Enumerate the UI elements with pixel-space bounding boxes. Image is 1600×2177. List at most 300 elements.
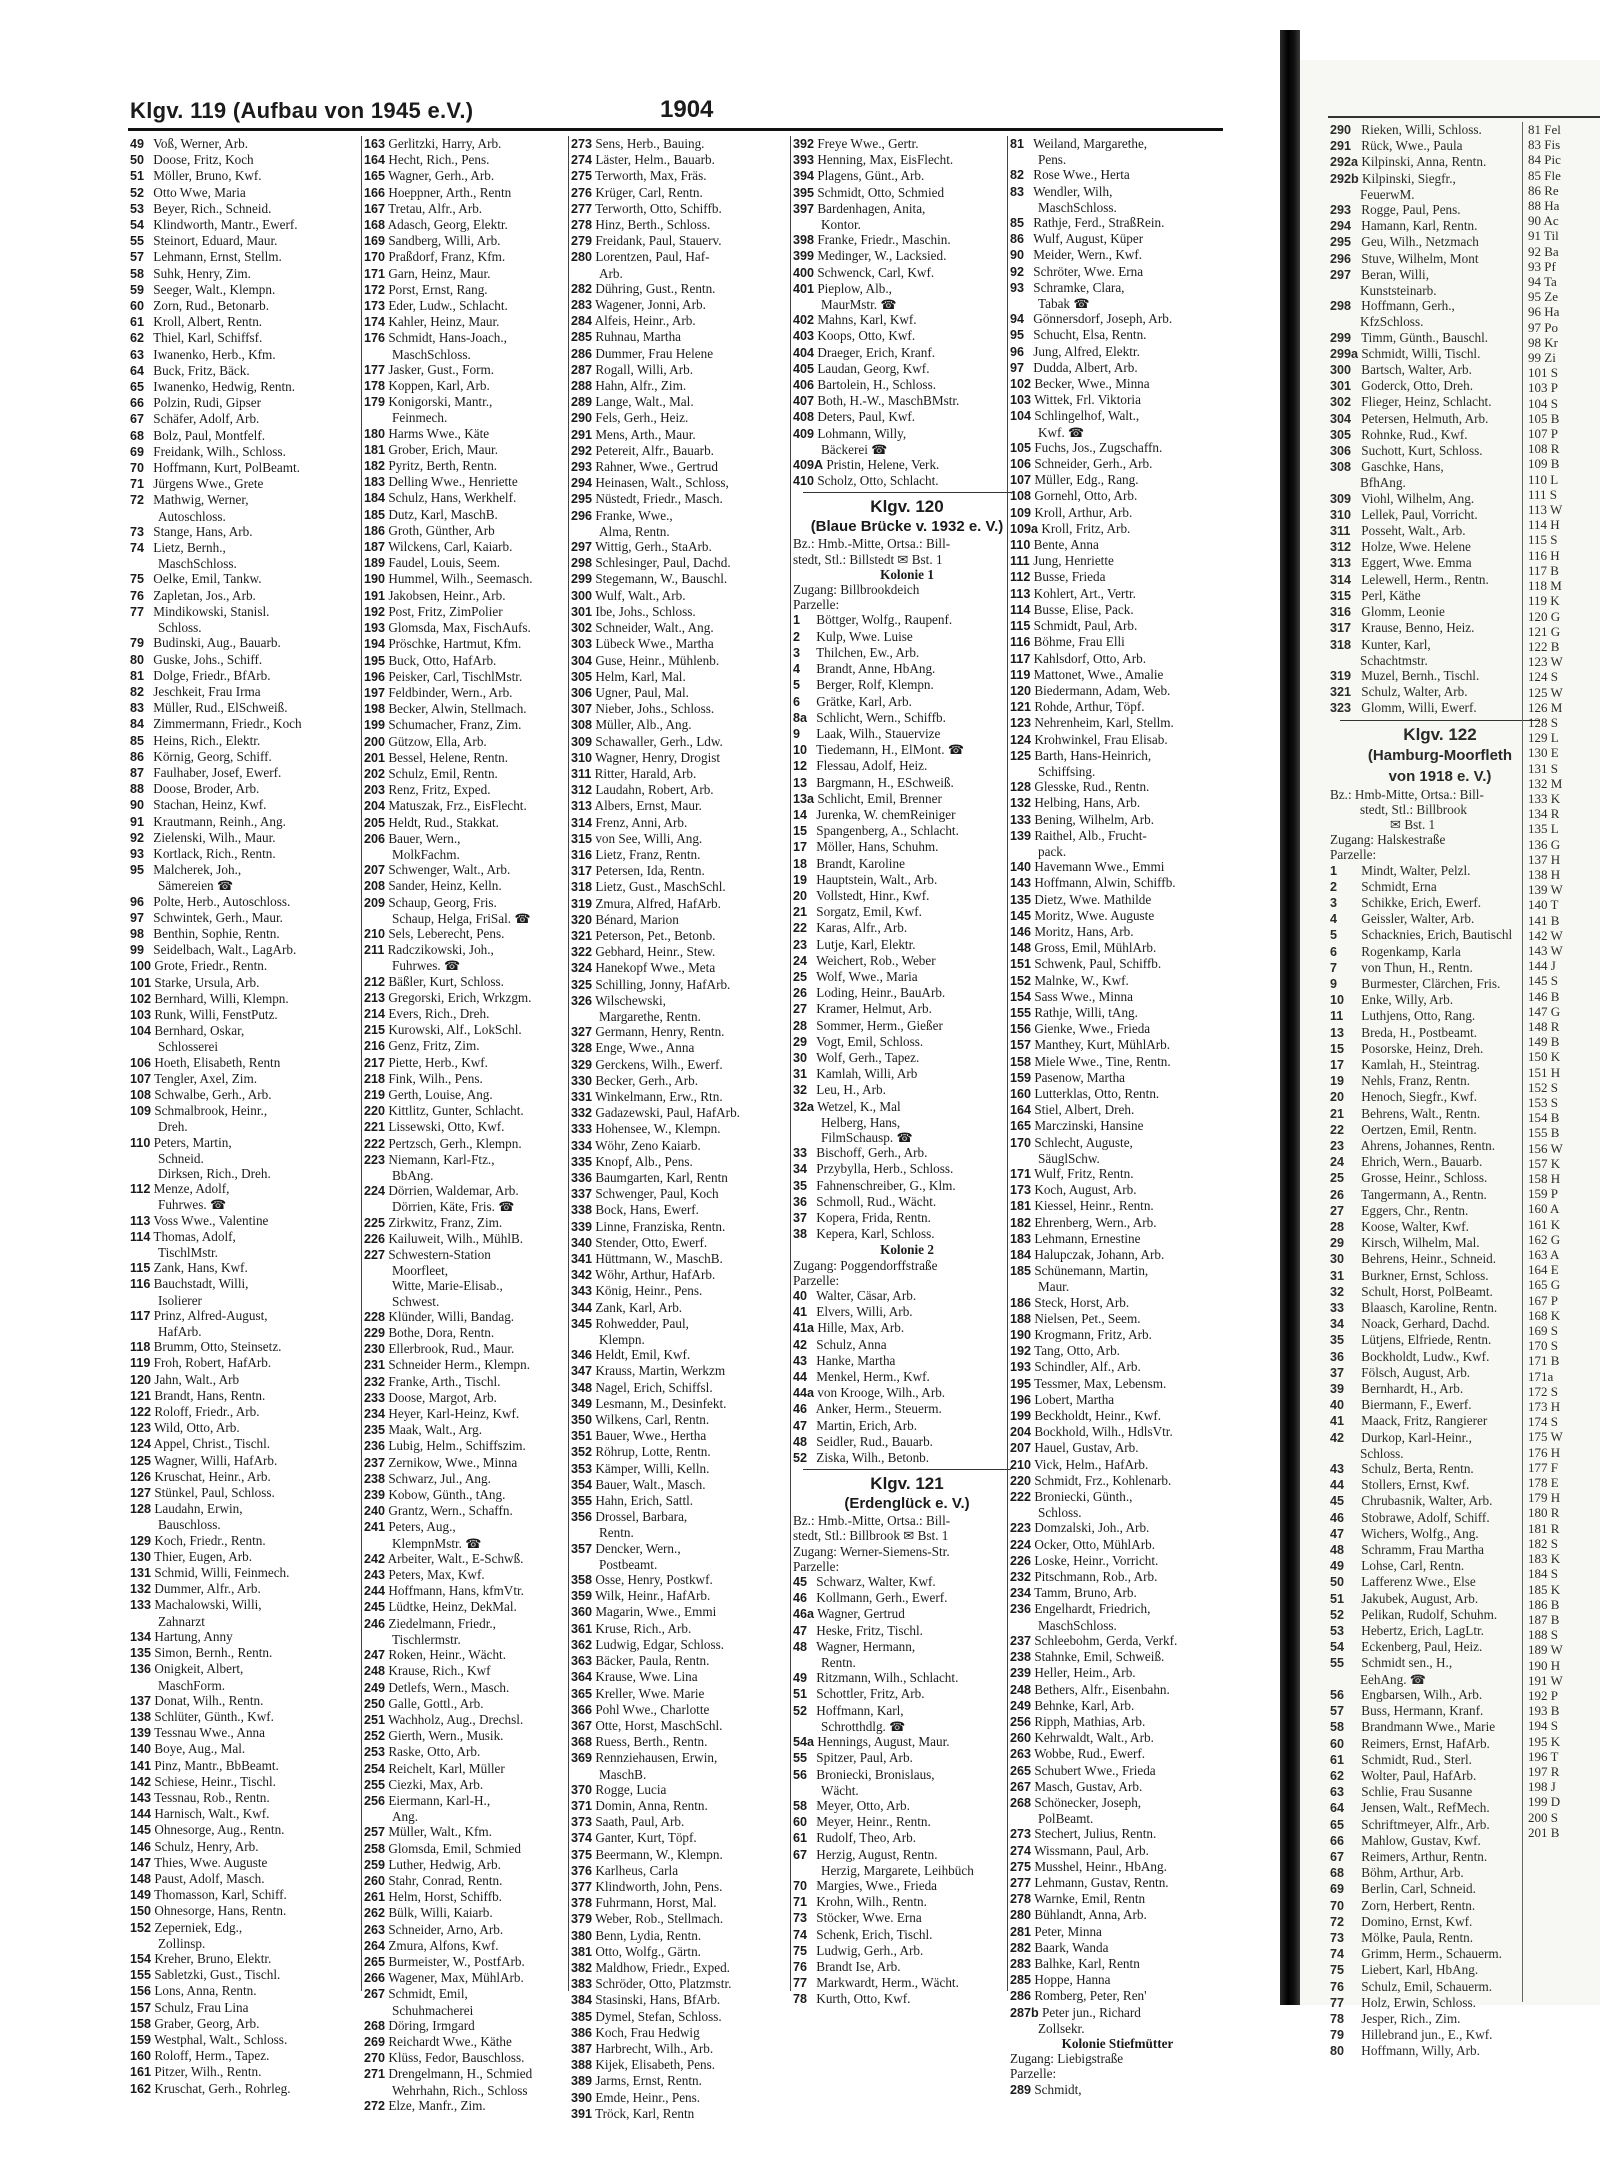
cut-off-entry: 147 G <box>1528 1003 1561 1019</box>
entry-text: Krogmann, Fritz, Arb. <box>1034 1327 1152 1343</box>
parcel-number: 312 <box>1330 540 1352 555</box>
parcel-number: 59 <box>130 282 145 297</box>
entry-text: Posseht, Walt., Arb. <box>1361 523 1466 539</box>
parcel-number: 194 <box>364 637 386 652</box>
list-entry <box>130 846 358 862</box>
cut-off-entry: 180 R <box>1528 1505 1560 1521</box>
entry-text: Posorske, Heinz, Dreh. <box>1361 1040 1484 1056</box>
entry-text: Renz, Fritz, Exped. <box>388 782 491 798</box>
entry-text: Schmidt, Rud., Sterl. <box>1361 1751 1472 1767</box>
list-entry <box>130 1007 358 1023</box>
parcel-number: 57 <box>1330 1704 1345 1719</box>
parcel-number: 34 <box>1330 1317 1345 1332</box>
parcel-number: 55 <box>1330 1656 1345 1671</box>
list-entry <box>364 1455 592 1471</box>
cut-off-entry: 104 S <box>1528 395 1558 411</box>
parcel-number: 327 <box>571 1025 593 1040</box>
parcel-number: 326 <box>571 993 593 1008</box>
list-entry <box>364 1616 592 1632</box>
parcel-number: 97 <box>1010 360 1025 375</box>
parcel-number: 50 <box>1330 1575 1345 1590</box>
parcel-number: 238 <box>364 1471 386 1486</box>
cut-off-entry: 141 B <box>1528 912 1560 928</box>
parcel-number: 138 <box>130 1709 152 1724</box>
entry-text: Broniecki, Günth., <box>1034 1489 1133 1505</box>
list-entry <box>1010 1537 1225 1553</box>
parcel-number: 40 <box>793 1289 808 1304</box>
list-entry <box>364 1152 592 1168</box>
entry-text: Hoffmann, Hans, kfmVtr. <box>388 1583 524 1599</box>
list-entry <box>571 1138 799 1154</box>
list-entry <box>571 1750 799 1766</box>
entry-text: BbAng. <box>392 1168 434 1183</box>
entry-text: Peters, Aug., <box>388 1519 456 1535</box>
list-entry <box>571 960 799 976</box>
parcel-number: 268 <box>1010 1795 1032 1810</box>
entry-text: Muzel, Bernh., Tischl. <box>1361 667 1480 683</box>
parcel-number: 39 <box>1330 1382 1345 1397</box>
cut-off-entry: 175 W <box>1528 1429 1563 1445</box>
parcel-number: 305 <box>1330 427 1352 442</box>
list-entry <box>130 588 358 604</box>
list-entry <box>1010 1279 1225 1294</box>
entry-text: Knopf, Alb., Pens. <box>595 1153 693 1169</box>
parcel-number: 246 <box>364 1616 386 1631</box>
list-entry <box>1010 360 1225 376</box>
entry-text: Walter, Cäsar, Arb. <box>816 1288 917 1304</box>
parcel-number: 256 <box>364 1793 386 1808</box>
parcel-number: 356 <box>571 1510 593 1525</box>
list-entry <box>793 1018 1021 1034</box>
parcel-number: 83 <box>130 701 145 716</box>
column-3 <box>571 136 799 2122</box>
parcel-number: 55 <box>793 1751 808 1766</box>
cut-off-entry: 119 K <box>1528 593 1560 609</box>
entry-text: Galle, Gottl., Arb. <box>388 1695 484 1711</box>
entry-text: Hanekopf Wwe., Meta <box>595 960 716 976</box>
list-entry <box>793 426 1021 442</box>
parcel-number: 202 <box>364 766 386 781</box>
entry-text: Schmidt, Hans-Joach., <box>388 330 507 346</box>
entry-text: Helberg, Hans, <box>821 1114 901 1130</box>
cut-off-entry: 196 T <box>1528 1748 1559 1764</box>
list-entry <box>364 1793 592 1809</box>
parcel-number: 398 <box>793 233 815 248</box>
parcel-number: 406 <box>793 378 815 393</box>
parcel-number: 96 <box>130 894 145 909</box>
entry-text: Grote, Friedr., Rentn. <box>154 958 268 974</box>
list-entry <box>1010 634 1225 650</box>
list-entry <box>364 701 592 717</box>
list-entry <box>364 895 592 911</box>
list-entry <box>571 410 799 426</box>
list-entry <box>1330 283 1550 298</box>
cut-off-entry: 163 A <box>1528 1247 1560 1263</box>
list-entry <box>571 1509 799 1525</box>
parcel-number: 277 <box>571 201 593 216</box>
parcel-number: 35 <box>793 1178 808 1193</box>
entry-text: Sass Wwe., Minna <box>1034 988 1133 1004</box>
entry-text: Kreher, Bruno, Elektr. <box>154 1950 272 1966</box>
list-entry <box>793 1894 1021 1910</box>
entry-text: Krauss, Martin, Werkzm <box>595 1363 726 1379</box>
list-entry <box>1330 171 1550 187</box>
parcel-number: 385 <box>571 2009 593 2024</box>
entry-text: MaschForm. <box>158 1677 226 1693</box>
parzelle-label: Parzelle: <box>793 1272 840 1288</box>
parcel-number: 339 <box>571 1219 593 1234</box>
entry-text: Kahler, Heinz, Maur. <box>388 314 500 330</box>
entry-text: Busse, Elise, Pack. <box>1033 601 1134 617</box>
entry-text: Rathje, Willi, tAng. <box>1034 1004 1138 1020</box>
list-entry <box>130 1597 358 1613</box>
list-entry <box>1330 960 1550 976</box>
parcel-number: 375 <box>571 1847 593 1862</box>
entry-text: Fuhrwes. ☎ <box>392 958 461 974</box>
entry-text: Harms Wwe., Käte <box>388 425 490 441</box>
entry-text: Westphal, Walt., Schloss. <box>154 2031 288 2047</box>
entry-text: Hahn, Erich, Sattl. <box>595 1493 694 1509</box>
list-entry <box>1010 1763 1225 1779</box>
parcel-number: 73 <box>1330 1930 1345 1945</box>
entry-text: Nagel, Erich, Schiffsl. <box>595 1379 713 1395</box>
list-entry <box>1330 362 1550 378</box>
entry-text: Burkner, Ernst, Schloss. <box>1361 1267 1489 1283</box>
parcel-number: 23 <box>1330 1138 1345 1153</box>
entry-text: Garn, Heinz, Maur. <box>388 265 491 281</box>
list-entry <box>1010 1618 1225 1633</box>
parcel-number: 181 <box>1010 1199 1032 1214</box>
entry-text: Freye Wwe., Gertr. <box>817 136 919 151</box>
entry-text: Margies, Wwe., Frieda <box>816 1877 938 1893</box>
parcel-number: 295 <box>571 492 593 507</box>
entry-text: Heyer, Karl-Heinz, Kwf. <box>388 1406 520 1422</box>
cut-off-entry: 153 S <box>1528 1095 1558 1110</box>
parcel-number: 83 <box>1010 184 1025 199</box>
parcel-number: 51 <box>1330 1591 1345 1606</box>
cut-off-entry: 117 B <box>1528 562 1559 578</box>
list-entry <box>1010 1166 1225 1182</box>
parcel-number: 354 <box>571 1477 593 1492</box>
list-entry <box>364 1325 592 1341</box>
list-entry <box>1010 1859 1225 1875</box>
parcel-number: 61 <box>793 1831 808 1846</box>
entry-text: Schmidt, Paul, Arb. <box>1033 618 1138 634</box>
entry-text: Schachtmstr. <box>1360 652 1428 668</box>
entry-text: Müller, Walt., Kfm. <box>388 1824 492 1840</box>
entry-text: Dühring, Gust., Rentn. <box>595 280 716 296</box>
list-entry <box>1010 1891 1225 1907</box>
list-entry <box>571 2009 799 2025</box>
entry-text: Rieken, Willi, Schloss. <box>1361 122 1482 137</box>
list-entry <box>793 442 1021 457</box>
parcel-number: 120 <box>1010 683 1032 698</box>
parcel-number: 75 <box>1330 1963 1345 1978</box>
entry-text: Berlin, Carl, Schneid. <box>1361 1881 1476 1897</box>
list-entry <box>571 475 799 491</box>
list-entry <box>793 168 1021 184</box>
entry-text: Bäßler, Kurt, Schloss. <box>388 973 504 989</box>
list-entry <box>130 266 358 282</box>
list-entry <box>571 1863 799 1879</box>
parcel-number: 220 <box>364 1104 386 1119</box>
entry-text: Kilpinski, Anna, Rentn. <box>1361 154 1487 170</box>
parcel-number: 102 <box>130 991 152 1006</box>
list-entry <box>1010 2082 1225 2098</box>
list-entry <box>364 394 592 410</box>
parcel-number: 98 <box>130 926 145 941</box>
entry-text: Geissler, Walter, Arb. <box>1361 911 1475 927</box>
entry-text: Hoffmann, Gerh., <box>1361 298 1455 314</box>
parcel-number: 37 <box>793 1211 808 1225</box>
entry-text: Lutterklas, Otto, Rentn. <box>1034 1085 1160 1101</box>
list-entry <box>1010 1440 1225 1456</box>
parcel-number: 303 <box>571 637 593 652</box>
entry-text: Machalowski, Willi, <box>154 1597 262 1613</box>
entry-text: Schwenck, Carl, Kwf. <box>817 264 935 280</box>
section-subtitle-klgv-122: von 1918 e. V.) <box>1388 767 1492 785</box>
entry-text: Medinger, W., Lacksied. <box>817 248 947 264</box>
entry-text: Buck, Otto, HafArb. <box>388 652 497 668</box>
entry-text: Schilling, Jonny, HafArb. <box>595 976 731 992</box>
parcel-number: 220 <box>1010 1473 1032 1488</box>
entry-text: Fuchs, Jos., Zugschaffn. <box>1034 439 1163 455</box>
list-entry <box>364 878 592 894</box>
list-entry <box>130 975 358 991</box>
parcel-number: 311 <box>571 766 592 781</box>
entry-text: Grätke, Karl, Arb. <box>816 693 912 709</box>
entry-text: Schröder, Otto, Platzmstr. <box>595 1976 732 1992</box>
parcel-number: 165 <box>1010 1119 1032 1134</box>
parcel-number: 282 <box>571 281 593 296</box>
entry-text: Zank, Karl, Arb. <box>595 1299 683 1315</box>
parcel-number: 119 <box>130 1356 151 1371</box>
parcel-number: 225 <box>364 1215 386 1230</box>
entry-text: Ganter, Kurt, Töpf. <box>595 1830 697 1846</box>
parcel-number: 384 <box>571 1993 593 2008</box>
entry-text: Paust, Adolf, Masch. <box>154 1870 265 1886</box>
entry-text: Kwf. ☎ <box>1038 424 1085 440</box>
entry-text: Suchott, Kurt, Schloss. <box>1361 443 1483 459</box>
entry-text: Osse, Henry, Postkwf. <box>595 1572 713 1588</box>
parcel-number: 264 <box>364 1938 386 1953</box>
cut-off-entry: 197 R <box>1528 1763 1560 1779</box>
list-entry <box>1010 1021 1225 1037</box>
entry-text: Lüdtke, Heinz, DekMal. <box>388 1599 517 1615</box>
list-entry <box>571 815 799 831</box>
list-entry <box>793 312 1021 328</box>
parcel-number: 30 <box>1330 1252 1345 1267</box>
entry-text: Kurowski, Alf., LokSchl. <box>388 1022 522 1038</box>
parcel-number: 44a <box>793 1386 815 1401</box>
list-entry <box>364 1647 592 1663</box>
entry-text: Mathwig, Werner, <box>153 492 249 508</box>
entry-text: Peters, Martin, <box>153 1134 232 1150</box>
entry-text: Fahnenschreiber, G., Klm. <box>816 1177 956 1193</box>
list-entry <box>364 2018 592 2034</box>
parzelle-label: Parzelle: <box>793 1558 840 1574</box>
entry-text: Eggert, Wwe. Emma <box>1361 555 1472 571</box>
entry-text: Wolf, Gerh., Tapez. <box>816 1049 920 1065</box>
parcel-number: 38 <box>793 1227 808 1242</box>
list-entry <box>130 797 358 813</box>
parcel-number: 65 <box>1330 1817 1345 1832</box>
list-entry <box>1010 1665 1225 1681</box>
cut-off-entry: 105 B <box>1528 410 1560 426</box>
entry-text: Voß, Werner, Arb. <box>153 136 249 151</box>
cut-off-entry: 94 Ta <box>1528 274 1557 290</box>
parcel-number: 121 <box>1010 700 1032 715</box>
entry-text: Hanke, Martha <box>816 1352 896 1368</box>
parcel-number: 170 <box>1010 1135 1032 1150</box>
list-entry <box>571 1734 799 1750</box>
list-entry <box>364 1055 592 1071</box>
entry-text: Müller, Edg., Rang. <box>1034 472 1139 488</box>
entry-text: Schmidt, Willi, Tischl. <box>1361 345 1481 361</box>
list-entry <box>130 556 358 571</box>
entry-text: Schuhmacherei <box>392 2002 474 2018</box>
parcel-number: 35 <box>1330 1333 1345 1348</box>
entry-text: Benthin, Sophie, Rentn. <box>153 925 280 941</box>
parcel-number: 133 <box>130 1598 152 1613</box>
list-entry <box>130 684 358 700</box>
cut-off-entry: 139 W <box>1528 882 1563 898</box>
parcel-number: 109 <box>1010 505 1032 520</box>
list-entry <box>364 1263 592 1278</box>
parcel-number: 110 <box>130 1135 151 1150</box>
list-entry <box>571 459 799 475</box>
parcel-number: 314 <box>1330 572 1352 587</box>
list-entry <box>1330 507 1550 523</box>
parcel-number: 407 <box>793 394 815 409</box>
entry-text: Lorentzen, Paul, Haf- <box>595 249 710 265</box>
entry-text: Bülk, Willi, Kaiarb. <box>388 1905 493 1921</box>
right-page <box>1300 60 1600 2059</box>
parcel-number: 100 <box>130 959 152 974</box>
parcel-number: 47 <box>793 1623 808 1638</box>
entry-text: Flieger, Heinz, Schlacht. <box>1361 394 1492 410</box>
list-entry <box>1330 684 1550 700</box>
entry-text: Durkop, Karl-Heinr., <box>1361 1429 1472 1445</box>
parcel-number: 75 <box>793 1943 808 1958</box>
parcel-number: 62 <box>130 331 145 346</box>
list-entry <box>130 1485 358 1501</box>
entry-text: Röhrup, Lotte, Rentn. <box>595 1444 711 1460</box>
list-entry <box>793 920 1021 936</box>
list-entry <box>571 1944 799 1960</box>
parcel-number: 156 <box>130 1984 152 1999</box>
entry-text: Ziedelmann, Friedr., <box>388 1615 496 1631</box>
cut-off-entry: 124 S <box>1528 669 1558 685</box>
list-entry <box>1330 1703 1550 1719</box>
entry-text: Schmidt sen., H., <box>1361 1655 1453 1671</box>
parcel-number: 308 <box>571 718 593 733</box>
parcel-number: 260 <box>364 1873 386 1888</box>
entry-text: Lubig, Helm., Schiffszim. <box>388 1438 526 1454</box>
list-entry <box>130 1245 358 1260</box>
list-entry <box>1330 1849 1550 1865</box>
entry-text: Dirksen, Rich., Dreh. <box>158 1166 271 1181</box>
list-entry <box>1330 1558 1550 1574</box>
parcel-number: 51 <box>793 1687 808 1702</box>
parcel-number: 227 <box>364 1248 386 1263</box>
column-divider <box>1007 136 1008 1991</box>
entry-text: Stechert, Julius, Rentn. <box>1034 1826 1157 1842</box>
list-entry <box>130 1213 358 1229</box>
parcel-number: 273 <box>1010 1827 1032 1842</box>
entry-text: Wöhr, Arthur, HafArb. <box>595 1267 716 1283</box>
list-entry <box>364 1087 592 1103</box>
parcel-number: 151 <box>1010 957 1032 972</box>
parcel-number: 267 <box>1010 1779 1032 1794</box>
cut-off-entry: 191 W <box>1528 1672 1563 1688</box>
list-entry <box>1330 1591 1550 1607</box>
entry-text: Faudel, Louis, Seem. <box>388 555 501 571</box>
parcel-number: 149 <box>130 1888 152 1903</box>
parcel-number: 184 <box>364 491 386 506</box>
parcel-number: 304 <box>1330 411 1352 426</box>
parcel-number: 9 <box>793 726 801 741</box>
list-entry <box>1010 1247 1225 1263</box>
list-entry <box>571 249 799 265</box>
parcel-number: 70 <box>1330 1898 1345 1913</box>
parcel-number: 78 <box>793 1992 808 2007</box>
list-entry <box>571 394 799 410</box>
list-entry <box>571 1412 799 1428</box>
parcel-number: 297 <box>1330 267 1352 282</box>
parcel-number: 248 <box>1010 1682 1032 1697</box>
list-entry <box>1330 1881 1550 1897</box>
entry-text: Dietz, Wwe. Mathilde <box>1034 891 1152 907</box>
list-entry <box>130 1629 358 1645</box>
list-entry <box>1330 1170 1550 1186</box>
list-entry <box>1010 472 1225 488</box>
list-entry <box>364 1006 592 1022</box>
entry-text: Schawaller, Gerh., Ldw. <box>595 733 723 749</box>
entry-text: Bischoff, Gerh., Arb. <box>816 1145 928 1161</box>
parcel-number: 374 <box>571 1831 593 1846</box>
entry-text: Ibe, Johs., Schloss. <box>595 603 696 619</box>
entry-text: Heller, Heim., Arb. <box>1034 1665 1136 1681</box>
parcel-number: 366 <box>571 1702 593 1717</box>
entry-text: Dummer, Frau Helene <box>595 345 714 361</box>
parcel-number: 353 <box>571 1461 593 1476</box>
cut-off-entry: 113 W <box>1528 502 1563 518</box>
entry-text: Holze, Wwe. Helene <box>1361 539 1471 555</box>
entry-text: Perl, Käthe <box>1361 587 1421 603</box>
parcel-number: 213 <box>364 990 386 1005</box>
entry-text: Holz, Erwin, Schloss. <box>1361 1994 1476 2010</box>
list-entry <box>1010 1779 1225 1795</box>
parcel-number: 1 <box>1330 863 1338 878</box>
parcel-number: 263 <box>1010 1747 1032 1762</box>
entry-text: Zeperniek, Edg., <box>154 1919 243 1935</box>
list-entry <box>571 1332 799 1347</box>
parcel-number: 371 <box>571 1798 593 1813</box>
entry-text: Stahnke, Emil, Schweiß. <box>1034 1649 1165 1665</box>
list-entry <box>1330 572 1550 588</box>
cut-off-entry: 164 E <box>1528 1262 1559 1278</box>
parcel-number: 66 <box>130 396 145 411</box>
list-entry <box>364 831 592 847</box>
entry-text: Bothe, Dora, Rentn. <box>388 1325 495 1341</box>
list-entry <box>1010 844 1225 859</box>
list-entry <box>793 661 1021 677</box>
parcel-number: 58 <box>130 266 145 281</box>
parcel-number: 163 <box>364 137 386 151</box>
parcel-number: 369 <box>571 1751 593 1766</box>
entry-text: Ehrenberg, Wern., Arb. <box>1034 1214 1157 1230</box>
